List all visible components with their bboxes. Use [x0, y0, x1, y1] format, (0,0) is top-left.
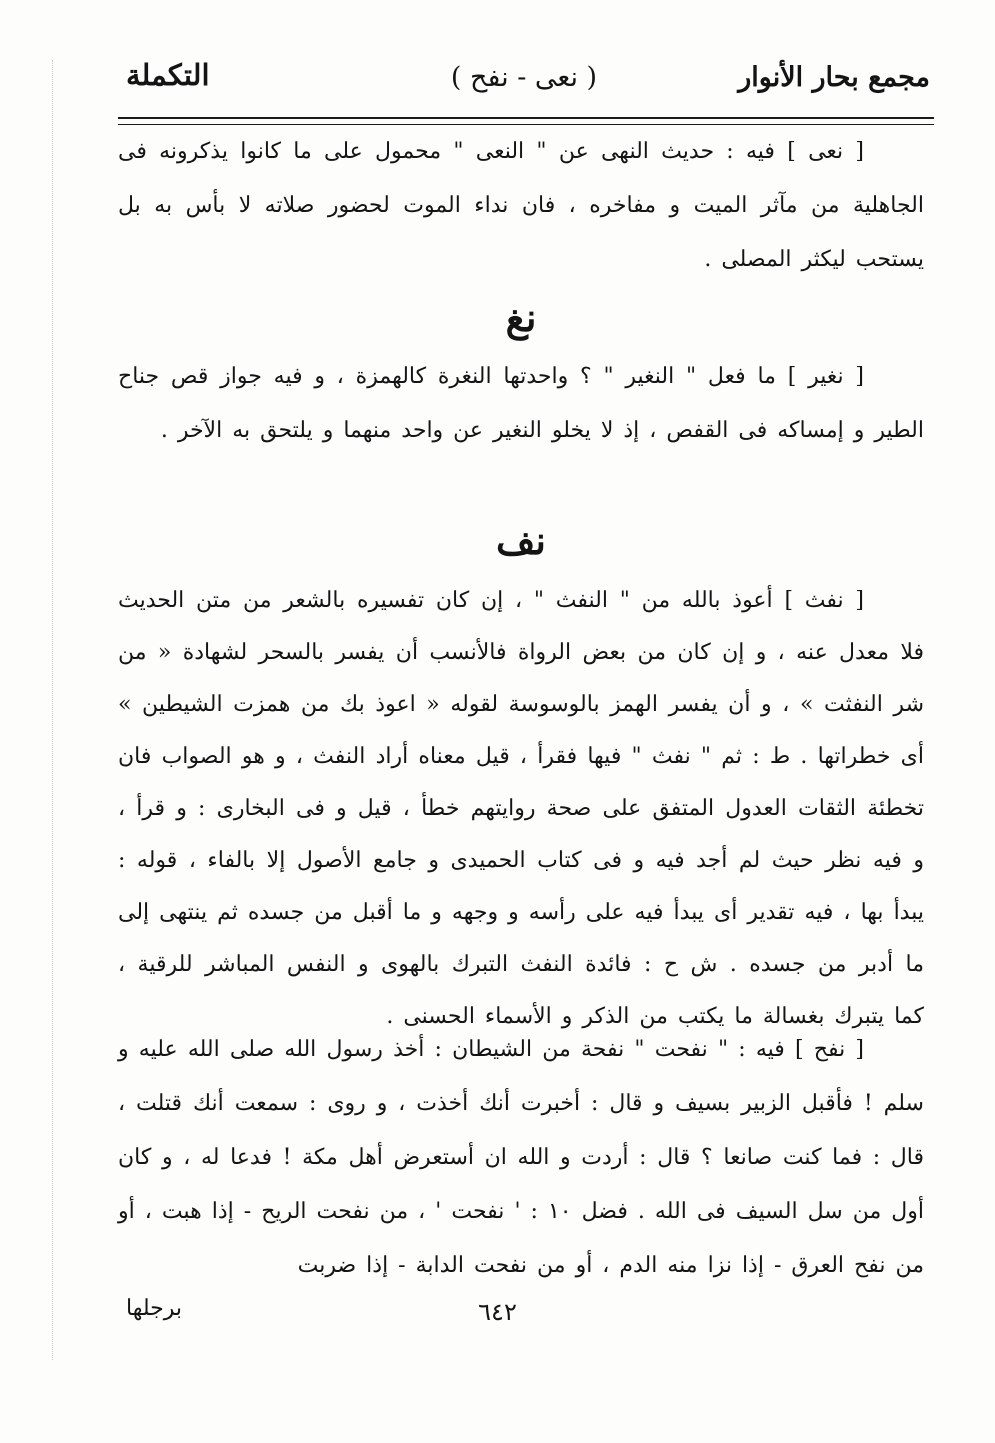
entry-nafh [118, 1023, 924, 1293]
entry-nughayr [118, 350, 924, 458]
entry-nafh-paragraph: [ نفح ] فيه : " نفحت " نفحة من الشيطان : أخذ رسول الله صلى الله عليه و سلم ! فأقبل الزبير بسيف و قال : أخبرت أنك أخذت ، و روى : سمعت أنك قتلت ، قال : فما كنت صانعا ؟ قال : أردت و الله ان أستعرض أهل مكة ! فدعا له ، و كان أول من سل السيف فى الله . فضل ١٠ : ' نفحت ' ، من نفحت الريح - إذا هبت ، أو من نفح العرق - إذا نزا منه الدم ، أو من نفحت الدابة - إذا ضربت [118, 1037, 924, 1278]
entry-nafth-paragraph: [ نفث ] أعوذ بالله من " النفث " ، إن كان تفسيره بالشعر من متن الحديث فلا معدل عنه ، و إن كان من بعض الرواة فالأنسب أن يفسر بالسحر لشهادة « من شر النفثت » ، و أن يفسر الهمز بالوسوسة لقوله « اعوذ بك من همزت الشيطين » أى خطراتها . ط : ثم " نفث " فيها فقرأ ، قيل معناه أراد النفث ، و هو الصواب فان تخطئة الثقات العدول المتفق على صحة روايتهم خطأ ، قيل و فى البخارى : و قرأ ، و فيه نظر حيث لم أجد فيه و فى كتاب الحميدى و جامع الأصول إلا بالفاء ، قوله : يبدأ بها ، فيه تقدير أى يبدأ فيه على رأسه و وجهه و ما أقبل من جسده ثم ينتهى إلى ما أدبر من جسده . ش ح : فائدة النفث التبرك بالهوى و النفس المباشر للرقية ، كما يتبرك بغسالة ما يكتب من الذكر و الأسماء الحسنى . [118, 588, 924, 1029]
entry-nay [118, 125, 924, 287]
section-heading-naf: نف [496, 518, 546, 563]
scan-margin-mark [52, 60, 54, 1360]
running-head-book-title: مجمع بحار الأنوار [738, 62, 930, 93]
header-rule-thick [118, 117, 934, 119]
entry-nay-paragraph: [ نعى ] فيه : حديث النهى عن " النعى " محمول على ما كانوا يذكرونه فى الجاهلية من مآثر الميت و مفاخره ، فان نداء الموت لحضور صلاته لا بأس به بل يستحب ليكثر المصلى . [118, 139, 924, 272]
entry-nafth [118, 575, 924, 1043]
running-head-section: التكملة [126, 58, 210, 92]
page-number: ٦٤٢ [478, 1298, 517, 1326]
entry-nughayr-paragraph: [ نغير ] ما فعل " النغير " ؟ واحدتها النغرة كالهمزة ، و فيه جواز قص جناح الطير و إمساكه فى القفص ، إذ لا يخلو النغير عن واحد منهما و يلتحق به الآخر . [118, 364, 924, 443]
catchword: برجلها [126, 1296, 182, 1321]
section-heading-nagh: نغ [505, 295, 537, 340]
running-head-entry-range: ( نعى - نفح ) [450, 62, 598, 93]
running-head [118, 58, 930, 108]
